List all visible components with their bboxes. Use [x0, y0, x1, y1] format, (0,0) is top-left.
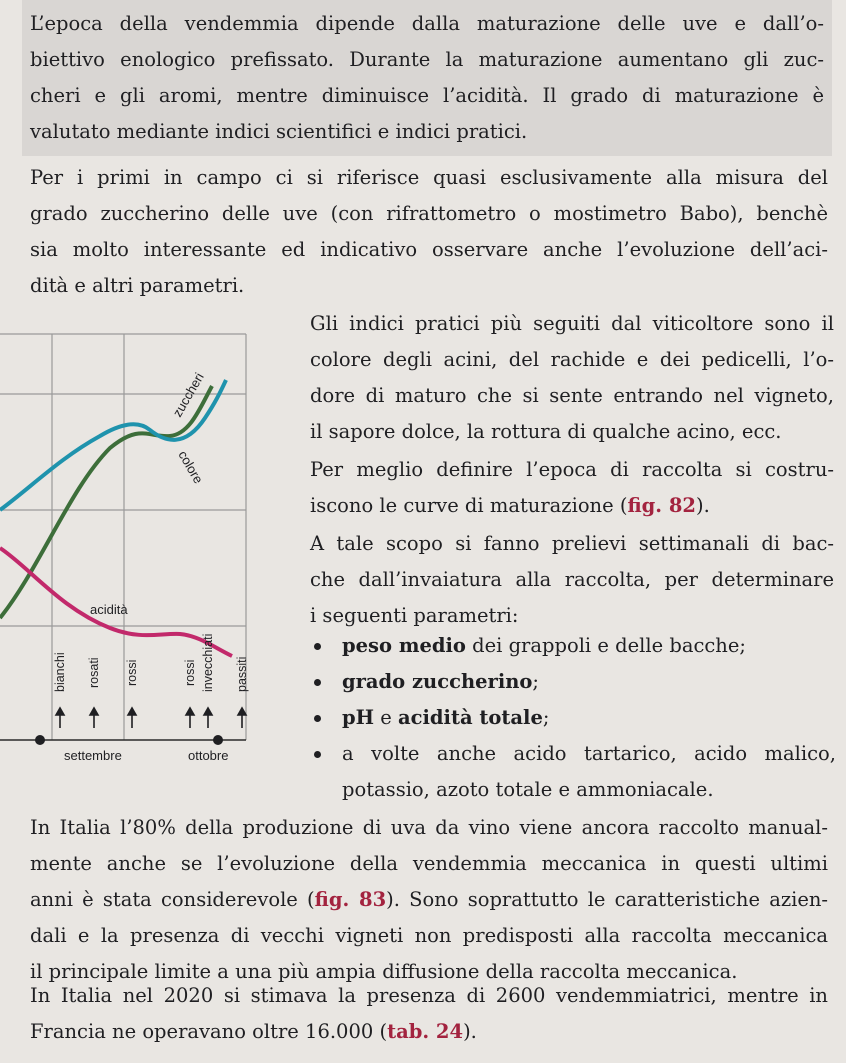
bold-term: peso medio: [342, 634, 466, 657]
list-item: [310, 736, 836, 808]
text-line: che dall’invaiatura alla raccolta, per determinare: [310, 568, 834, 591]
intro-line: L’epoca della vendemmia dipende dalla maturazione delle uve e dall’o-: [30, 12, 824, 35]
text-line: A tale scopo si fanno prelievi settimanali di bac-: [310, 532, 834, 555]
text-line: il sapore dolce, la rottura di qualche acino, ecc.: [310, 420, 782, 443]
paragraph-4: [310, 526, 834, 634]
text-span: iscono le curve di maturazione (: [310, 494, 628, 517]
text-line: mente anche se l’evoluzione della vendemmia meccanica in questi ultimi: [30, 852, 828, 875]
text-line: dità e altri parametri.: [30, 274, 245, 297]
category-label: invecchiati: [201, 633, 215, 692]
series-line-zuccheri: [0, 386, 212, 618]
intro-line: biettivo enologico prefissato. Durante la maturazione aumentano gli zuc-: [30, 48, 824, 71]
text-span: Francia ne operavano oltre 16.000 (: [30, 1020, 388, 1043]
bold-term: pH: [342, 706, 375, 729]
x-label-settembre: settembre: [64, 748, 122, 763]
arrow-head: [56, 708, 64, 715]
category-label: rossi: [125, 659, 139, 686]
category-arrows: [56, 708, 246, 728]
text-line: il principale limite a una più ampia diffusione della raccolta meccanica.: [30, 960, 738, 983]
paragraph-6: [30, 978, 828, 1050]
arrow-head: [90, 708, 98, 715]
text-line: sia molto interessante ed indicativo osservare anche l’evoluzione dell’aci-: [30, 238, 828, 261]
text-line: dore di maturo che si sente entrando nel vigneto,: [310, 384, 834, 407]
text-line: dali e la presenza di vecchi vigneti non predisposti alla raccolta meccanica: [30, 924, 828, 947]
list-item: [310, 700, 836, 736]
intro-paragraph: [30, 6, 824, 150]
text-span: ). Sono soprattutto le caratteristiche azien-: [386, 888, 829, 911]
bullet-icon: [314, 715, 321, 722]
text-line: [30, 1014, 828, 1050]
category-label: rossi: [183, 659, 197, 686]
category-label: passiti: [235, 656, 249, 692]
list-item: [310, 664, 836, 700]
arrow-head: [204, 708, 212, 715]
bullet-icon: [314, 679, 321, 686]
bold-term: grado zuccherino: [342, 670, 533, 693]
text-span: dei grappoli e delle bacche;: [465, 634, 746, 657]
series-label-zuccheri: zuccheri: [169, 370, 207, 420]
bold-term: acidità totale: [398, 706, 543, 729]
text-line: Per i primi in campo ci si riferisce quasi esclusivamente alla misura del: [30, 166, 828, 189]
arrow-head: [238, 708, 246, 715]
parameters-list: [310, 628, 836, 808]
text-span: ).: [463, 1020, 477, 1043]
list-item: [310, 628, 836, 664]
paragraph-1: [30, 160, 828, 304]
series-label-acidita: acidità: [90, 602, 128, 617]
text-line: potassio, azoto totale e ammoniacale.: [342, 778, 714, 801]
category-labels: [53, 634, 249, 692]
text-line: Gli indici pratici più seguiti dal viticoltore sono il: [310, 312, 834, 335]
paragraph-2: [310, 306, 834, 450]
bullet-icon: [314, 751, 321, 758]
figure-reference: fig. 82: [627, 494, 696, 517]
arrow-head: [128, 708, 136, 715]
category-label: rosati: [87, 657, 101, 688]
text-span: anni è stata considerevole (: [30, 888, 315, 911]
text-line: i seguenti parametri:: [310, 604, 519, 627]
figure-reference: fig. 83: [314, 888, 387, 911]
text-span: ;: [532, 670, 539, 693]
intro-line: valutato mediante indici scientifici e indici pratici.: [30, 120, 528, 143]
axis-dot-ottobre: [213, 735, 223, 745]
category-label: bianchi: [53, 652, 67, 692]
text-line: grado zuccherino delle uve (con rifrattometro o mostimetro Babo), benchè: [30, 202, 828, 225]
arrow-head: [186, 708, 194, 715]
text-line: In Italia nel 2020 si stimava la presenza di 2600 vendemmiatrici, mentre in: [30, 984, 828, 1007]
table-reference: tab. 24: [387, 1020, 464, 1043]
text-line: Per meglio definire l’epoca di raccolta si costru-: [310, 458, 834, 481]
text-line: a volte anche acido tartarico, acido malico,: [342, 742, 836, 765]
text-line: [310, 488, 834, 524]
maturation-chart: [0, 308, 300, 778]
text-line: colore degli acini, del rachide e dei pedicelli, l’o-: [310, 348, 834, 371]
text-line: [30, 882, 828, 918]
text-line: In Italia l’80% della produzione di uva da vino viene ancora raccolto manual-: [30, 816, 828, 839]
bullet-icon: [314, 643, 321, 650]
x-label-ottobre: ottobre: [188, 748, 229, 763]
text-span: ;: [542, 706, 550, 729]
intro-line: cheri e gli aromi, mentre diminuisce l’acidità. Il grado di maturazione è: [30, 84, 824, 107]
paragraph-5: [30, 810, 828, 990]
series-label-colore: colore: [175, 448, 207, 487]
text-span: e: [374, 706, 398, 729]
text-span: ).: [696, 494, 710, 517]
paragraph-3: [310, 452, 834, 524]
axis-dot-settembre: [35, 735, 45, 745]
